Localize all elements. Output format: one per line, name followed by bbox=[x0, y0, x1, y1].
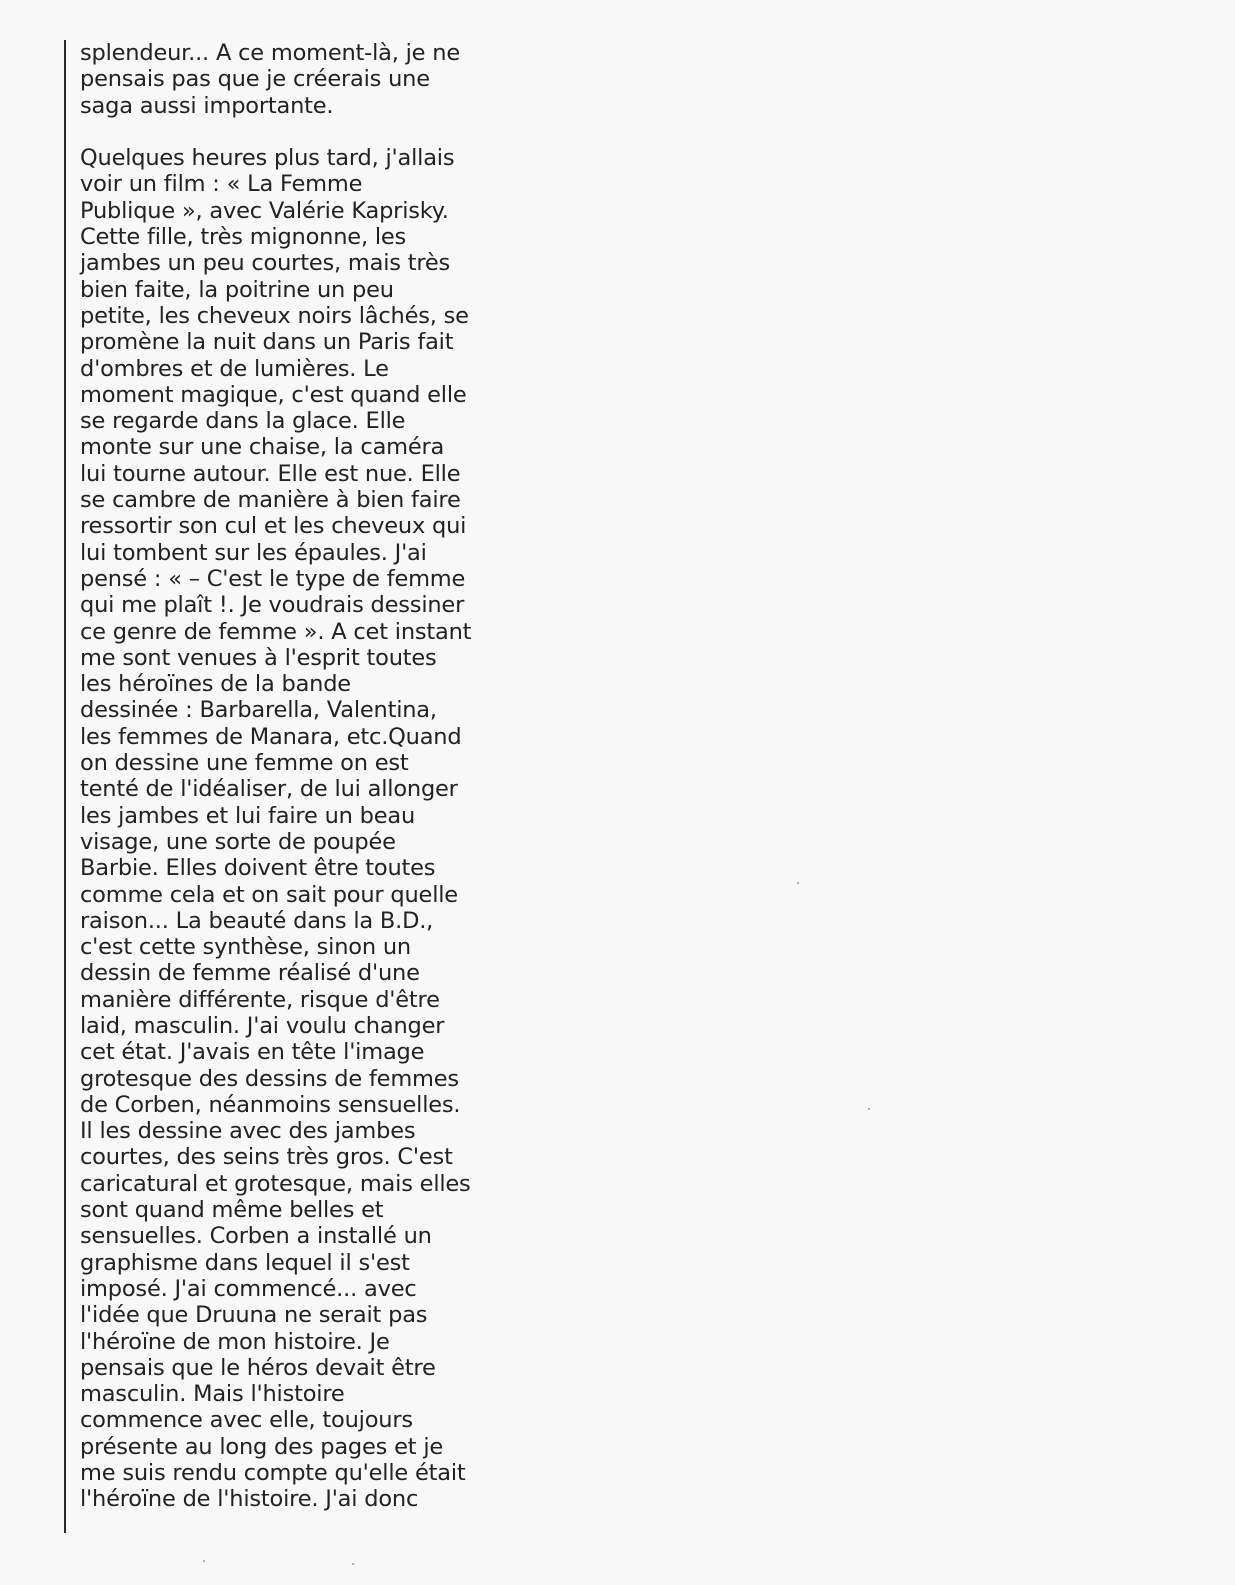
text-line: les jambes et lui faire un beau bbox=[80, 802, 416, 829]
text-line: laid, masculin. J'ai voulu changer bbox=[80, 1012, 445, 1039]
paragraph-gap bbox=[80, 119, 510, 145]
text-line: grotesque des dessins de femmes bbox=[80, 1065, 459, 1092]
text-line: graphisme dans lequel il s'est bbox=[80, 1249, 410, 1276]
paper-speck bbox=[203, 1560, 205, 1562]
paper-speck bbox=[352, 1563, 354, 1565]
text-line: lui tombent sur les épaules. J'ai bbox=[80, 539, 427, 566]
text-line: sensuelles. Corben a installé un bbox=[80, 1223, 432, 1250]
text-line: d'ombres et de lumières. Le bbox=[80, 355, 389, 382]
paper-speck bbox=[797, 882, 799, 884]
text-line: dessinée : Barbarella, Valentina, bbox=[80, 697, 437, 724]
paragraph-1 bbox=[80, 40, 510, 119]
text-line: jambes un peu courtes, mais très bbox=[80, 250, 451, 277]
paragraph-2 bbox=[80, 145, 510, 1512]
margin-rule bbox=[64, 40, 66, 1533]
text-line: Publique », avec Valérie Kaprisky. bbox=[80, 197, 449, 224]
text-line: ce genre de femme ». A cet instant bbox=[80, 618, 472, 645]
text-line: voir un film : « La Femme bbox=[80, 171, 363, 198]
text-line: petite, les cheveux noirs lâchés, se bbox=[80, 302, 469, 329]
text-line: les femmes de Manara, etc.Quand bbox=[80, 723, 462, 750]
text-line: sont quand même belles et bbox=[80, 1197, 384, 1224]
text-line: de Corben, néanmoins sensuelles. bbox=[80, 1091, 461, 1118]
text-line: pensais que le héros devait être bbox=[80, 1354, 436, 1381]
text-line: présente au long des pages et je bbox=[80, 1433, 444, 1460]
text-line: pensé : « – C'est le type de femme bbox=[80, 565, 466, 592]
paper-speck bbox=[868, 1108, 870, 1110]
text-line: c'est cette synthèse, sinon un bbox=[80, 934, 411, 961]
text-line: courtes, des seins très gros. C'est bbox=[80, 1144, 453, 1171]
text-line: Il les dessine avec des jambes bbox=[80, 1118, 416, 1145]
text-line: commence avec elle, toujours bbox=[80, 1407, 413, 1434]
text-line: splendeur... A ce moment-là, je ne bbox=[80, 40, 460, 66]
text-line: l'idée que Druuna ne serait pas bbox=[80, 1302, 428, 1329]
text-line: Quelques heures plus tard, j'allais bbox=[80, 145, 455, 172]
text-line: se regarde dans la glace. Elle bbox=[80, 408, 406, 435]
text-line: lui tourne autour. Elle est nue. Elle bbox=[80, 460, 461, 487]
text-line: me suis rendu compte qu'elle était bbox=[80, 1460, 466, 1487]
text-line: pensais pas que je créerais une bbox=[80, 66, 430, 93]
text-line: caricatural et grotesque, mais elles bbox=[80, 1170, 471, 1197]
text-column bbox=[80, 40, 510, 1513]
text-line: me sont venues à l'esprit toutes bbox=[80, 644, 437, 671]
text-line: l'héroïne de l'histoire. J'ai donc bbox=[80, 1486, 419, 1513]
text-line: se cambre de manière à bien faire bbox=[80, 487, 461, 514]
text-line: l'héroïne de mon histoire. Je bbox=[80, 1328, 390, 1355]
text-line: ressortir son cul et les cheveux qui bbox=[80, 513, 467, 540]
text-line: visage, une sorte de poupée bbox=[80, 828, 396, 855]
text-line: Cette fille, très mignonne, les bbox=[80, 224, 407, 251]
text-line: dessin de femme réalisé d'une bbox=[80, 960, 420, 987]
text-line: qui me plaît !. Je voudrais dessiner bbox=[80, 592, 465, 619]
text-line: saga aussi importante. bbox=[80, 92, 334, 119]
text-line: raison... La beauté dans la B.D., bbox=[80, 907, 434, 934]
text-line: monte sur une chaise, la caméra bbox=[80, 434, 445, 461]
text-line: promène la nuit dans un Paris fait bbox=[80, 329, 454, 356]
text-line: imposé. J'ai commencé... avec bbox=[80, 1275, 417, 1302]
text-line: moment magique, c'est quand elle bbox=[80, 381, 467, 408]
text-line: tenté de l'idéaliser, de lui allonger bbox=[80, 776, 458, 803]
text-line: masculin. Mais l'histoire bbox=[80, 1381, 345, 1408]
text-line: comme cela et on sait pour quelle bbox=[80, 881, 458, 908]
text-line: cet état. J'avais en tête l'image bbox=[80, 1039, 425, 1066]
text-line: bien faite, la poitrine un peu bbox=[80, 276, 394, 303]
text-line: manière différente, risque d'être bbox=[80, 986, 440, 1013]
text-line: les héroïnes de la bande bbox=[80, 671, 351, 698]
text-line: Barbie. Elles doivent être toutes bbox=[80, 855, 436, 882]
text-line: on dessine une femme on est bbox=[80, 750, 409, 777]
